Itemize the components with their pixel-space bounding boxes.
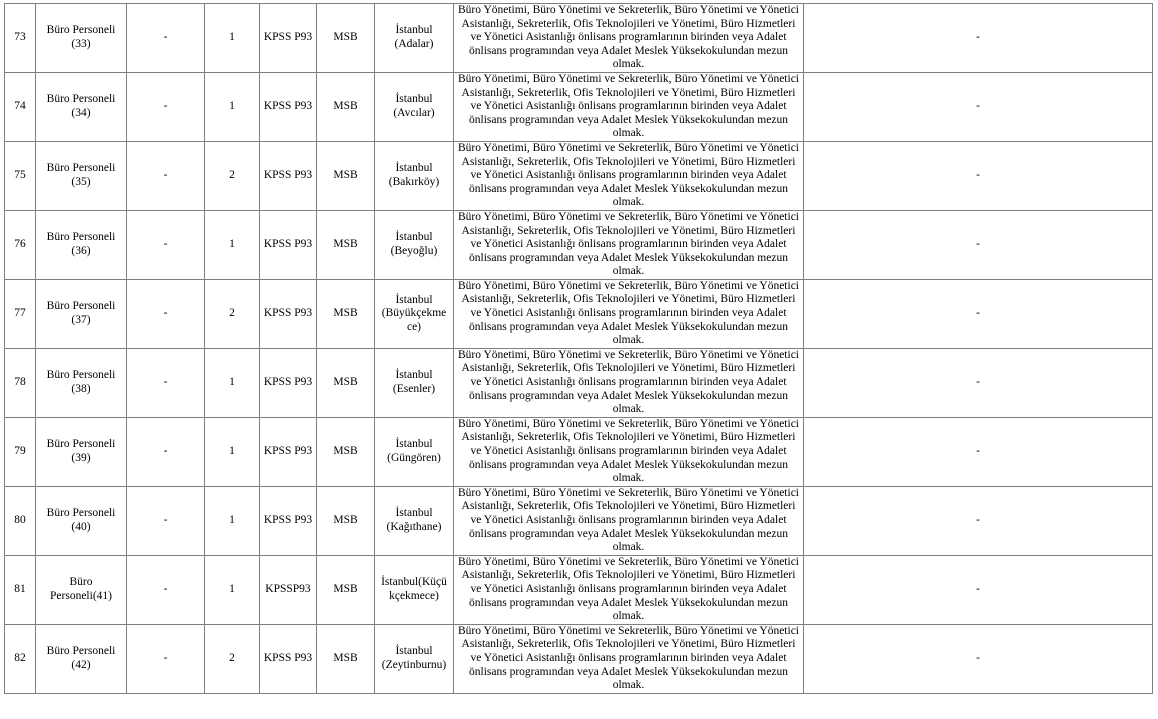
notes-cell: - [804,4,1153,73]
requirements-cell: Büro Yönetimi, Büro Yönetimi ve Sekreterlik, Büro Yönetimi ve Yönetici Asistanlığı, Sekreterlik, Ofis Teknolojileri ve Yönetimi, Büro Hizmetleri ve Yönetici Asistanlığı önlisans programlarının birinden veya Adalet önlisans programından veya Adalet Meslek Yüksekokulundan mezun olmak. [454,141,804,210]
position-title-cell: Büro Personeli (37) [36,279,127,348]
table-row [5,210,1153,279]
location-cell: İstanbul (Kağıthane) [375,486,454,555]
institution-cell: MSB [317,4,375,73]
empty-cell: - [127,417,205,486]
position-count-cell: 1 [205,210,260,279]
notes-cell: - [804,417,1153,486]
institution-cell: MSB [317,141,375,210]
institution-cell: MSB [317,279,375,348]
notes-cell: - [804,348,1153,417]
institution-cell: MSB [317,210,375,279]
position-title-cell: Büro Personeli (38) [36,348,127,417]
notes-cell: - [804,486,1153,555]
requirements-cell: Büro Yönetimi, Büro Yönetimi ve Sekreterlik, Büro Yönetimi ve Yönetici Asistanlığı, Sekreterlik, Ofis Teknolojileri ve Yönetimi, Büro Hizmetleri ve Yönetici Asistanlığı önlisans programlarının birinden veya Adalet önlisans programından veya Adalet Meslek Yüksekokulundan mezun olmak. [454,279,804,348]
position-title-cell: Büro Personeli (34) [36,72,127,141]
position-count-cell: 1 [205,486,260,555]
empty-cell: - [127,141,205,210]
requirements-cell: Büro Yönetimi, Büro Yönetimi ve Sekreterlik, Büro Yönetimi ve Yönetici Asistanlığı, Sekreterlik, Ofis Teknolojileri ve Yönetimi, Büro Hizmetleri ve Yönetici Asistanlığı önlisans programlarının birinden veya Adalet önlisans programından veya Adalet Meslek Yüksekokulundan mezun olmak. [454,4,804,73]
row-number-cell: 80 [5,486,36,555]
table-row [5,417,1153,486]
row-number-cell: 75 [5,141,36,210]
institution-cell: MSB [317,72,375,141]
requirements-cell: Büro Yönetimi, Büro Yönetimi ve Sekreterlik, Büro Yönetimi ve Yönetici Asistanlığı, Sekreterlik, Ofis Teknolojileri ve Yönetimi, Büro Hizmetleri ve Yönetici Asistanlığı önlisans programlarının birinden veya Adalet önlisans programından veya Adalet Meslek Yüksekokulundan mezun olmak. [454,486,804,555]
position-title-cell: Büro Personeli (39) [36,417,127,486]
institution-cell: MSB [317,486,375,555]
table-row [5,72,1153,141]
row-number-cell: 77 [5,279,36,348]
position-count-cell: 2 [205,624,260,693]
position-count-cell: 1 [205,72,260,141]
table-row [5,486,1153,555]
empty-cell: - [127,555,205,624]
requirements-cell: Büro Yönetimi, Büro Yönetimi ve Sekreterlik, Büro Yönetimi ve Yönetici Asistanlığı, Sekreterlik, Ofis Teknolojileri ve Yönetimi, Büro Hizmetleri ve Yönetici Asistanlığı önlisans programlarının birinden veya Adalet önlisans programından veya Adalet Meslek Yüksekokulundan mezun olmak. [454,624,804,693]
empty-cell: - [127,72,205,141]
exam-score-type-cell: KPSS P93 [260,210,317,279]
requirements-cell: Büro Yönetimi, Büro Yönetimi ve Sekreterlik, Büro Yönetimi ve Yönetici Asistanlığı, Sekreterlik, Ofis Teknolojileri ve Yönetimi, Büro Hizmetleri ve Yönetici Asistanlığı önlisans programlarının birinden veya Adalet önlisans programından veya Adalet Meslek Yüksekokulundan mezun olmak. [454,72,804,141]
requirements-cell: Büro Yönetimi, Büro Yönetimi ve Sekreterlik, Büro Yönetimi ve Yönetici Asistanlığı, Sekreterlik, Ofis Teknolojileri ve Yönetimi, Büro Hizmetleri ve Yönetici Asistanlığı önlisans programlarının birinden veya Adalet önlisans programından veya Adalet Meslek Yüksekokulundan mezun olmak. [454,555,804,624]
position-title-cell: Büro Personeli (33) [36,4,127,73]
table-row [5,348,1153,417]
position-title-cell: Büro Personeli(41) [36,555,127,624]
exam-score-type-cell: KPSS P93 [260,279,317,348]
institution-cell: MSB [317,624,375,693]
institution-cell: MSB [317,348,375,417]
empty-cell: - [127,624,205,693]
location-cell: İstanbul (Güngören) [375,417,454,486]
row-number-cell: 79 [5,417,36,486]
exam-score-type-cell: KPSS P93 [260,624,317,693]
empty-cell: - [127,279,205,348]
row-number-cell: 74 [5,72,36,141]
exam-score-type-cell: KPSS P93 [260,486,317,555]
table-body [5,4,1153,694]
position-title-cell: Büro Personeli (35) [36,141,127,210]
exam-score-type-cell: KPSSP93 [260,555,317,624]
row-number-cell: 78 [5,348,36,417]
exam-score-type-cell: KPSS P93 [260,417,317,486]
table-row [5,624,1153,693]
location-cell: İstanbul (Zeytinburnu) [375,624,454,693]
notes-cell: - [804,72,1153,141]
exam-score-type-cell: KPSS P93 [260,141,317,210]
position-title-cell: Büro Personeli (42) [36,624,127,693]
empty-cell: - [127,348,205,417]
empty-cell: - [127,486,205,555]
row-number-cell: 82 [5,624,36,693]
location-cell: İstanbul (Beyoğlu) [375,210,454,279]
requirements-cell: Büro Yönetimi, Büro Yönetimi ve Sekreterlik, Büro Yönetimi ve Yönetici Asistanlığı, Sekreterlik, Ofis Teknolojileri ve Yönetimi, Büro Hizmetleri ve Yönetici Asistanlığı önlisans programlarının birinden veya Adalet önlisans programından veya Adalet Meslek Yüksekokulundan mezun olmak. [454,210,804,279]
notes-cell: - [804,141,1153,210]
notes-cell: - [804,555,1153,624]
location-cell: İstanbul (Büyükçekme ce) [375,279,454,348]
position-count-cell: 2 [205,141,260,210]
institution-cell: MSB [317,555,375,624]
location-cell: İstanbul (Avcılar) [375,72,454,141]
position-title-cell: Büro Personeli (40) [36,486,127,555]
location-cell: İstanbul (Adalar) [375,4,454,73]
empty-cell: - [127,210,205,279]
requirements-cell: Büro Yönetimi, Büro Yönetimi ve Sekreterlik, Büro Yönetimi ve Yönetici Asistanlığı, Sekreterlik, Ofis Teknolojileri ve Yönetimi, Büro Hizmetleri ve Yönetici Asistanlığı önlisans programlarının birinden veya Adalet önlisans programından veya Adalet Meslek Yüksekokulundan mezun olmak. [454,417,804,486]
table-row [5,555,1153,624]
institution-cell: MSB [317,417,375,486]
position-count-cell: 1 [205,555,260,624]
location-cell: İstanbul (Bakırköy) [375,141,454,210]
table-row [5,279,1153,348]
exam-score-type-cell: KPSS P93 [260,348,317,417]
position-count-cell: 2 [205,279,260,348]
notes-cell: - [804,210,1153,279]
positions-table [4,3,1153,694]
empty-cell: - [127,4,205,73]
location-cell: İstanbul(Küçü kçekmece) [375,555,454,624]
location-cell: İstanbul (Esenler) [375,348,454,417]
notes-cell: - [804,624,1153,693]
table-row [5,4,1153,73]
position-count-cell: 1 [205,417,260,486]
table-row [5,141,1153,210]
row-number-cell: 76 [5,210,36,279]
exam-score-type-cell: KPSS P93 [260,4,317,73]
row-number-cell: 73 [5,4,36,73]
requirements-cell: Büro Yönetimi, Büro Yönetimi ve Sekreterlik, Büro Yönetimi ve Yönetici Asistanlığı, Sekreterlik, Ofis Teknolojileri ve Yönetimi, Büro Hizmetleri ve Yönetici Asistanlığı önlisans programlarının birinden veya Adalet önlisans programından veya Adalet Meslek Yüksekokulundan mezun olmak. [454,348,804,417]
row-number-cell: 81 [5,555,36,624]
position-count-cell: 1 [205,4,260,73]
position-title-cell: Büro Personeli (36) [36,210,127,279]
position-count-cell: 1 [205,348,260,417]
exam-score-type-cell: KPSS P93 [260,72,317,141]
notes-cell: - [804,279,1153,348]
